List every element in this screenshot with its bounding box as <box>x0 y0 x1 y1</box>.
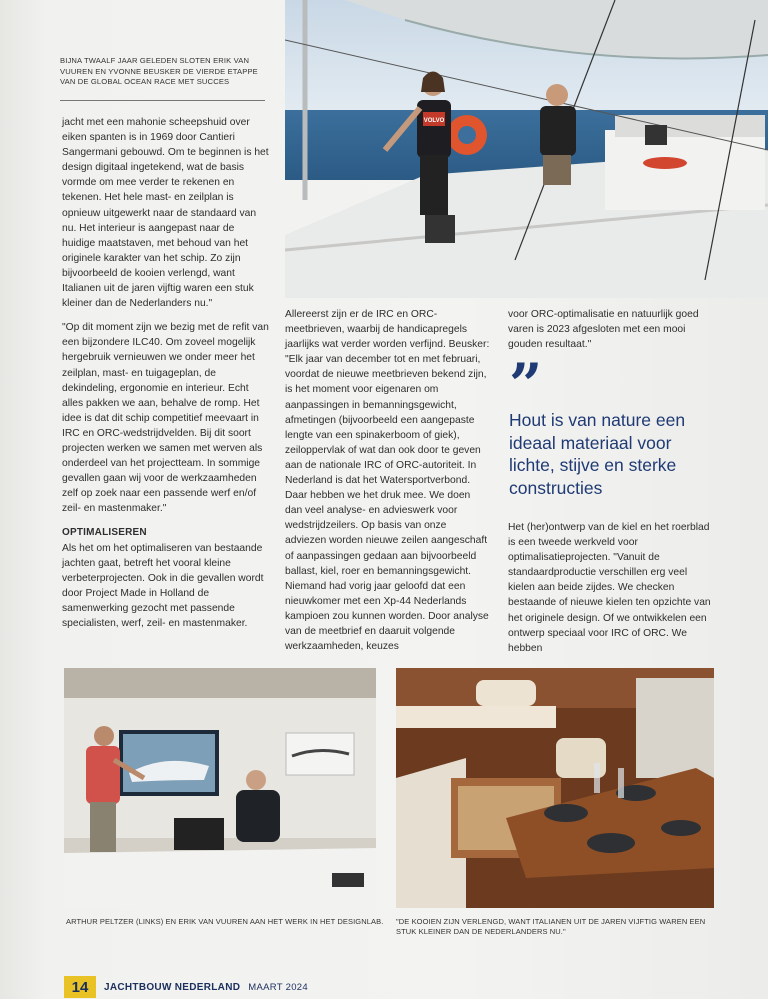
pull-quote: Hout is van nature een ideaal materiaal voor lichte, stijve en sterke constructies <box>509 410 686 498</box>
designlab-caption: ARTHUR PELTZER (LINKS) EN ERIK VAN VUUREN AAN HET WERK IN HET DESIGNLAB. <box>66 917 384 926</box>
body-paragraph: "Op dit moment zijn we bezig met de refit van een bijzondere ILC40. Om zoveel mogelijk hergebruik vernieuwen we onder meer het zeilplan, mast- en tuigageplan, de dekindeling, ergonomie en interieur. Echt alles pakken we aan, behalve de romp. Het idee is dat dit schip competitief meevaart in IRC en ORC-wedstrijdvelden. Bij dit soort projecten werken we samen met werven als onderdeel van het projectteam. In sommige gevallen gaan wij voor de werkzaamheden zelf op zoek naar een passende werf en/of zeil- en mastenmaker." <box>62 322 269 515</box>
body-paragraph: jacht met een mahonie scheepshuid over eiken spanten is in 1969 door Cantieri Sangermani gebouwd. Om te beginnen is het design digitaal ingetekend, wat de basis vormde om mee verder te rekenen en tekenen. Het hele mast- en zeilplan is opnieuw uitgewerkt naar de standaard van nu. Het interieur is aangepast naar de huidige maatstaven, met behoud van het originele karakter van het schip. Zo zijn bijvoorbeeld de kooien verlengd, want Italianen uit de jaren vijftig waren een stuk kleiner dan de Nederlanders nu." <box>62 117 269 310</box>
body-paragraph: Het (her)ontwerp van de kiel en het roerblad is een tweede werkveld voor optimalisatieprojecten. "Vanuit de standaardproductie verschillen erg veel kielen aan beide zijdes. We checken bestaande of nieuwe kielen ten opzichte van het originele design. Of we ontwikkelen een ontwerp speciaal voor IRC of ORC. We hebben <box>508 522 711 654</box>
interior-caption: "DE KOOIEN ZIJN VERLENGD, WANT ITALIANEN UIT DE JAREN VIJFTIG WAREN EEN STUK KLEINER DAN DE NEDERLANDERS NU." <box>396 917 706 936</box>
body-paragraph: voor ORC-optimalisatie en natuurlijk goed varen is 2023 afgesloten met een mooi gouden resultaat." <box>508 309 699 351</box>
section-subheading: OPTIMALISEREN <box>62 527 147 539</box>
shirt-print: VOLVO <box>423 118 445 124</box>
page-number: 14 <box>64 976 96 998</box>
quote-mark-icon: ” <box>509 351 539 419</box>
issue-date: MAART 2024 <box>248 981 308 993</box>
body-paragraph: Allereerst zijn er de IRC en ORC-meetbrieven, waarbij de handicapregels jaarlijks wat verder worden verfijnd. Beusker: "Elk jaar van december tot en met februari, voordat de nieuwe meetbrieven bekend zijn, is het moment voor eigenaren om aanpassingen in bemanningsgewicht, afmetingen (bijvoorbeeld een aangepaste lengte van een spinakerboom of giek), zeiloppervlak of wat dan ook door te geven aan de nationale IRC of ORC-autoriteit. In Nederland is dat het Watersportverbond. Daar hebben we het druk mee. We doen dan veel analyse- en advieswerk voor wedstrijdzeilers. Op basis van onze adviezen worden nieuwe zeilen aangeschaft of aanpassingen gedaan aan bijvoorbeeld ballast, kiel, roer en bemanningsgewicht. Niemand had vorig jaar geloofd dat een nieuwkomer met een Xp-44 Nederlands kampioen zou kunnen worden. Door analyse van de meetbrief en daaruit volgende werkzaamheden, keuzes <box>285 309 490 653</box>
page-footer <box>64 976 308 998</box>
text-column-3-lower <box>508 520 713 665</box>
text-column-3 <box>508 307 708 361</box>
designlab-photo <box>64 668 376 908</box>
body-paragraph: Als het om het optimaliseren van bestaande jachten gaat, betreft het vooral kleine verbeterprojecten. Ook in die gevallen wordt door Project Made in Holland de samenwerking gezocht met passende specialisten, werf, zeil- en mastenmaker. <box>62 542 264 629</box>
magazine-name: JACHTBOUW NEDERLAND <box>104 981 241 993</box>
top-photo-caption: BIJNA TWAALF JAAR GELEDEN SLOTEN ERIK VAN VUUREN EN YVONNE BEUSKER DE VIERDE ETAPPE VAN DE GLOBAL OCEAN RACE MET SUCCES <box>60 56 258 86</box>
sailing-photo <box>285 0 768 298</box>
interior-photo <box>396 668 714 908</box>
text-column-2 <box>285 307 490 663</box>
caption-divider <box>60 100 265 101</box>
text-column-1 <box>62 115 270 640</box>
